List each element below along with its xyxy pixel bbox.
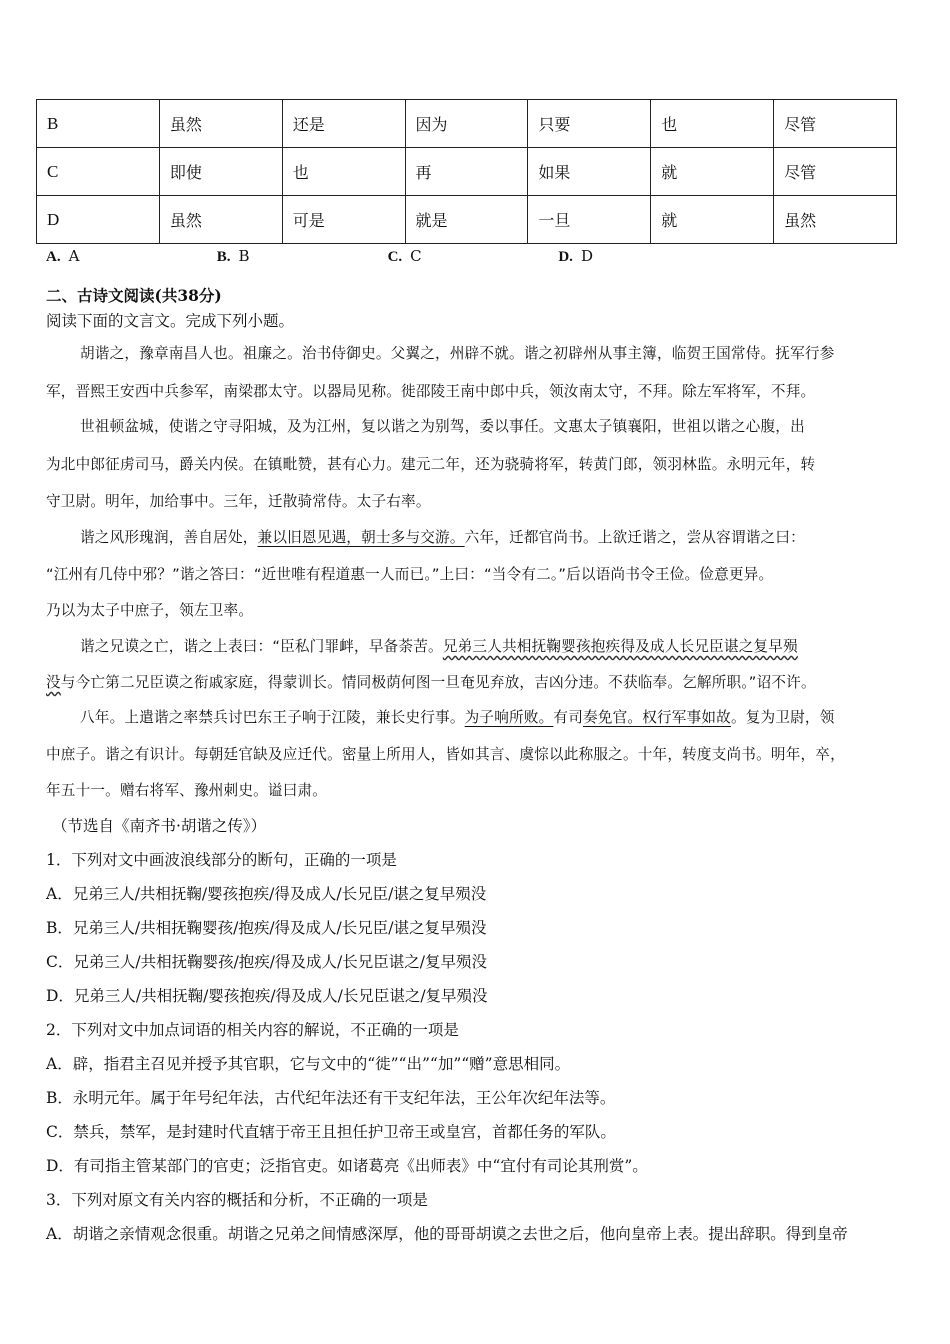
question-option[interactable]: D．有司指主管某部门的官吏；泛指官吏。如诸葛亮《出师表》中“宜付有司论其刑赏”。 (46, 1157, 648, 1175)
answer-choice[interactable] (388, 247, 554, 266)
options-table (36, 99, 897, 244)
underlined-text: 为子响所败。 (464, 709, 554, 726)
table-row (37, 148, 897, 196)
table-cell: B (37, 100, 160, 148)
answer-choice[interactable] (558, 247, 724, 266)
table-cell: 还是 (282, 100, 405, 148)
table-cell: 虽然 (774, 196, 897, 244)
table-cell: 尽管 (774, 100, 897, 148)
text-run: 谐之兄谟之亡，谐之上表曰：“臣私门罪衅，早备荼苦。 (80, 638, 443, 655)
table-cell: 可是 (282, 196, 405, 244)
passage-line: 年五十一。赠右将军、豫州刺史。谥曰肃。 (46, 782, 328, 799)
table-cell: C (37, 148, 160, 196)
wavy-underlined-text: 兄弟三人共相抚鞠婴孩抱疾得及成人长兄臣谌之复早殒 (442, 638, 798, 655)
passage-line: 中庶子。谐之有识计。每朝廷官缺及应迁代。密量上所用人，皆如其言、虞悰以此称服之。十年，转度支尚书。明年，卒， (46, 746, 845, 763)
passage-line (80, 635, 940, 656)
table-cell: 也 (282, 148, 405, 196)
table-cell: 就是 (405, 196, 528, 244)
question-option[interactable]: C．禁兵，禁军，是封建时代直辖于帝王且担任护卫帝王或皇宫，首都任务的军队。 (46, 1123, 616, 1141)
question-stem: 1．下列对文中画波浪线部分的断句，正确的一项是 (46, 851, 397, 869)
passage-line: 军，晋熙王安西中兵参军，南梁郡太守。以器局见称。徙邵陵王南中郎中兵，领汝南太守，不拜。除左军将军，不拜。 (46, 383, 816, 400)
passage-line: 世祖顿盆城，使谐之守寻阳城，及为江州，复以谐之为别驾，委以事任。文惠太子镇襄阳，世祖以谐之心腹，出 (80, 418, 805, 435)
question-option[interactable]: B．兄弟三人/共相抚鞠婴孩/抱疾/得及成人/长兄臣/谌之复早殒没 (46, 919, 487, 937)
choice-key: C. (387, 249, 403, 265)
table-cell: 尽管 (774, 148, 897, 196)
table-cell: D (37, 196, 160, 244)
text-run: 八年。上遣谐之率禁兵讨巴东王子响于江陵，兼长史行事。 (80, 709, 465, 726)
wavy-underlined-text: 没 (46, 674, 61, 691)
choice-value: A (68, 247, 80, 265)
question-option[interactable]: C．兄弟三人/共相抚鞠婴孩/抱疾/得及成人/长兄臣谌之/复早殒没 (46, 953, 487, 971)
text-run: 六年，迁都官尚书。上欲迁谐之，尝从容谓谐之曰： (464, 529, 805, 546)
passage-line: 乃以为太子中庶子，领左卫率。 (46, 602, 254, 619)
section-title: 二、古诗文阅读(共38分) (46, 286, 222, 305)
choice-value: D (580, 247, 593, 265)
table-cell: 就 (651, 196, 774, 244)
table-cell: 也 (651, 100, 774, 148)
table-cell: 再 (405, 148, 528, 196)
table-cell: 只要 (528, 100, 651, 148)
passage-line (80, 706, 940, 727)
table-row (37, 196, 897, 244)
table-cell: 虽然 (159, 100, 282, 148)
question-option[interactable]: D．兄弟三人/共相抚鞠/婴孩抱疾/得及成人/长兄臣谌之/复早殒没 (46, 987, 488, 1005)
answer-choices (46, 247, 724, 266)
passage-line: 为北中郎征虏司马，爵关内侯。在镇毗赞，甚有心力。建元二年，还为骁骑将军，转黄门郎，领羽林监。永明元年，转 (46, 456, 816, 473)
passage-line: 守卫尉。明年，加给事中。三年，迁散骑常侍。太子右率。 (46, 493, 431, 510)
table-cell: 即使 (159, 148, 282, 196)
underlined-text: 兼以旧恩见遇，朝士多与交游。 (257, 529, 465, 546)
table-cell: 虽然 (159, 196, 282, 244)
question-option[interactable]: A．辟，指君主召见并授予其官职，它与文中的“徙”“出”“加”“赠”意思相同。 (46, 1055, 571, 1073)
question-option[interactable]: A．兄弟三人/共相抚鞠/婴孩抱疾/得及成人/长兄臣/谌之复早殒没 (46, 885, 487, 903)
choice-key: D. (558, 249, 573, 265)
passage-line: 胡谐之，豫章南昌人也。祖廉之。治书侍御史。父翼之，州辟不就。谐之初辟州从事主簿，临贺王国常侍。抚军行参 (80, 345, 835, 362)
answer-choice[interactable] (46, 247, 212, 266)
table-cell: 一旦 (528, 196, 651, 244)
text-run: 。复为卫尉，领 (730, 709, 835, 726)
passage-line (46, 671, 906, 692)
text-run: 与今亡第二兄臣谟之衔戚家庭，得蒙训长。情同极荫何图一旦奄见弃放，吉凶分违。不获临奉。乞解所职。”诏不许。 (60, 674, 816, 691)
choice-key: A. (46, 249, 61, 265)
passage-line: “江州有几侍中邪？”谐之答曰：“近世唯有程道惠一人而已。”上曰：“当令有二。”后以语尚书令王俭。俭意更异。 (46, 566, 774, 583)
table-cell: 因为 (405, 100, 528, 148)
underlined-text: 奏免官。 (583, 709, 643, 726)
text-run: 有司 (553, 709, 583, 726)
answer-choice[interactable] (217, 247, 383, 266)
question-option[interactable]: A．胡谐之亲情观念很重。胡谐之兄弟之间情感深厚，他的哥哥胡谟之去世之后，他向皇帝上表。提出辞职。得到皇帝 (46, 1225, 848, 1243)
source-citation: （节选自《南齐书·胡谐之传》） (52, 817, 267, 835)
question-stem: 2．下列对文中加点词语的相关内容的解说，不正确的一项是 (46, 1021, 459, 1039)
choice-value: C (410, 247, 422, 265)
question-option[interactable]: B．永明元年。属于年号纪年法，古代纪年法还有干支纪年法，王公年次纪年法等。 (46, 1089, 616, 1107)
text-run: 谐之风形瑰润，善自居处， (80, 529, 258, 546)
choice-key: B. (216, 249, 231, 265)
passage-line (80, 526, 940, 547)
underlined-text: 权行军事如故 (642, 709, 731, 726)
table-cell: 就 (651, 148, 774, 196)
instruction: 阅读下面的文言文。完成下列小题。 (46, 312, 295, 330)
table-row (37, 100, 897, 148)
question-stem: 3．下列对原文有关内容的概括和分析，不正确的一项是 (46, 1191, 428, 1209)
choice-value: B (238, 247, 250, 265)
table-cell: 如果 (528, 148, 651, 196)
